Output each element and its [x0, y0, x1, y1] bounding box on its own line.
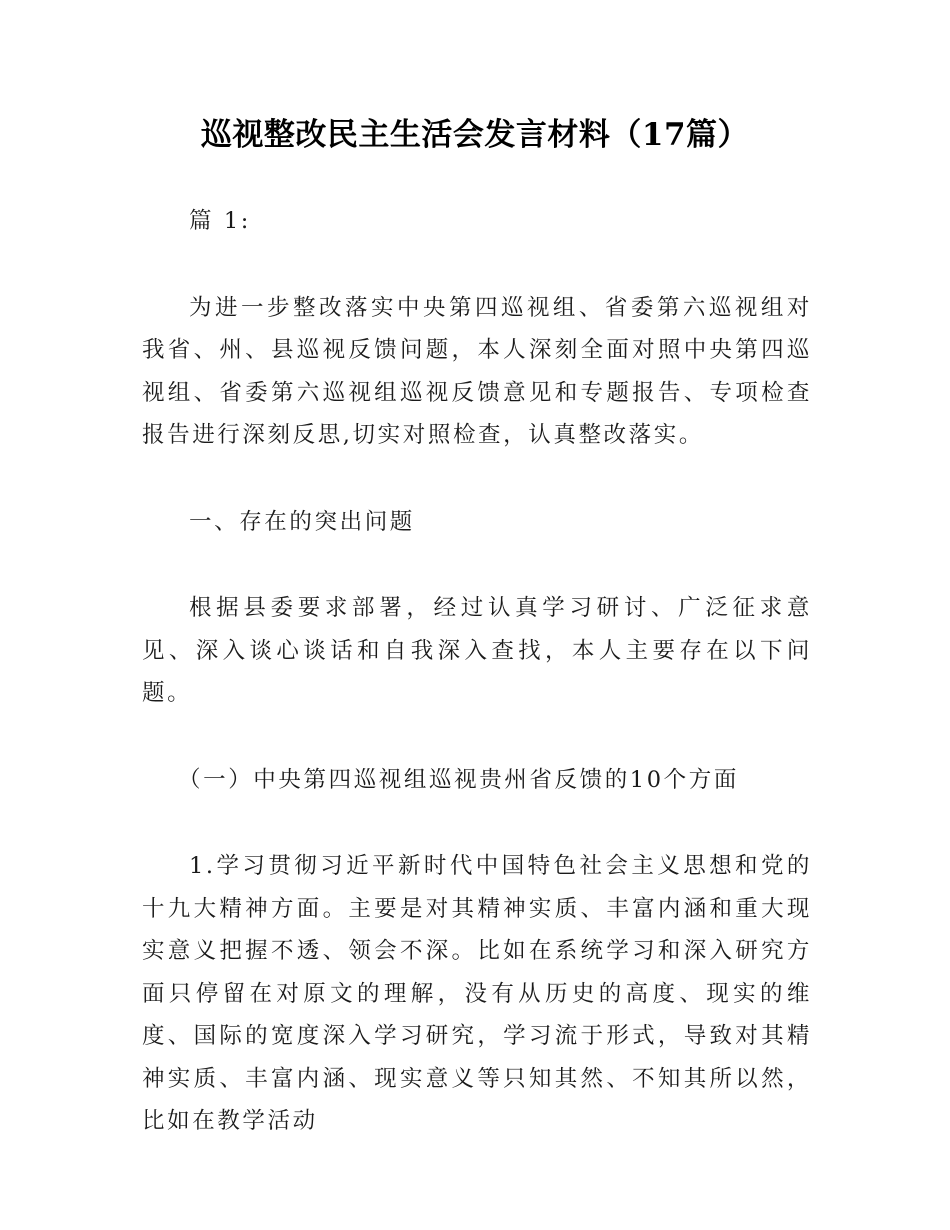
section-heading: 一、存在的突出问题 [189, 508, 415, 535]
section-label: 篇 1: [189, 208, 251, 234]
subsection-heading: （一）中央第四巡视组巡视贵州省反馈的10个方面 [178, 766, 739, 793]
body-paragraph: 1.学习贯彻习近平新时代中国特色社会主义思想和党的十九大精神方面。主要是对其精神实质、丰富内涵和重大现实意义把握不透、领会不深。比如在系统学习和深入研究方面只停留在对原文的理解，没有从历史的高度、现实的维度、国际的宽度深入学习研究，学习流于形式，导致对其精神实质、丰富内涵、现实意义等只知其然、不知其所以然，比如在教学活动 [142, 853, 812, 1134]
intro-paragraph: 为进一步整改落实中央第四巡视组、省委第六巡视组对我省、州、县巡视反馈问题，本人深刻全面对照中央第四巡视组、省委第六巡视组巡视反馈意见和专题报告、专项检查报告进行深刻反思,切实对照检查，认真整改落实。 [142, 294, 812, 448]
document-body [142, 200, 812, 1143]
body-paragraph: 根据县委要求部署，经过认真学习研讨、广泛征求意见、深入谈心谈话和自我深入查找，本人主要存在以下问题。 [142, 595, 812, 706]
document-title: 巡视整改民主生活会发言材料（17篇） [200, 117, 750, 153]
